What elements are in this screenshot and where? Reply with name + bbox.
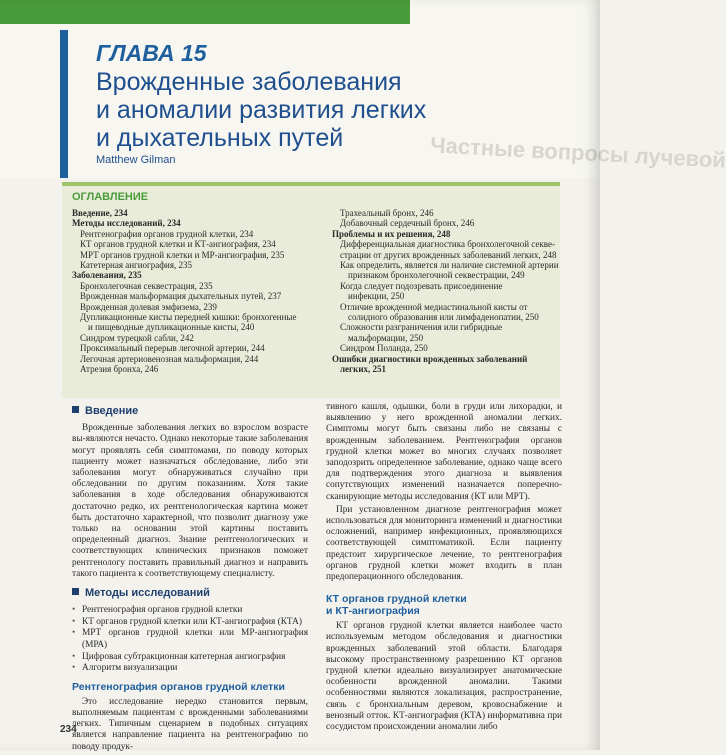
toc-left-column [72, 208, 296, 375]
toc-entry: Трахеальный бронх, 246 [340, 208, 434, 218]
methods-section-heading [72, 588, 308, 599]
ct-subheading-line: КТ органов грудной клетки [326, 593, 467, 606]
right-text-column [326, 402, 562, 735]
xray-paragraph: Это исследование нередко становится первым, выполняемым пациентам с врожденными заболеваниями легких. Типичным сценарием в подобных ситуациях является направление пациента на рентгенографию по поводу продук- [72, 696, 308, 752]
toc-entry: Отличие врожденной медиастинальной кисты от [340, 301, 528, 312]
intro-paragraph: Врожденные заболевания легких во взрослом возрасте вы-являются нечасто. Однако некоторые такие заболевания могут проявлять себя симптомами, по поводу которых пациенту может назначаться обследование, либо эти заболевания могут обнаруживаться случайно при обследовании по другим показаниям. Хотя такие заболевания в ходе обследования обнаруживаются достаточно редко, их рентгенологическая картина может быть достаточно характерной, что позволит диагнозу уже только на основании этой картины поставить определенный диагноз. Знание рентгенологических и соответствующих клинических признаков поможет рентгенологу поставить правильный диагноз и направить такого пациента к соответствующему специалисту. [72, 423, 308, 579]
chapter-title-line: Врожденные заболевания [96, 68, 402, 96]
toc-entry: Легочная артериовенозная мальформация, 244 [80, 353, 259, 364]
toc-entry: Рентгенография органов грудной клетки, 234 [80, 228, 254, 239]
list-item: • Алгоритм визуализации [72, 663, 308, 675]
toc-entry: признаком бронхолегочной секвестрации, 249 [348, 270, 525, 281]
toc-entry: Катетерная ангиография, 235 [80, 260, 192, 271]
chapter-author: Matthew Gilman [96, 154, 176, 166]
chapter-title [96, 68, 516, 152]
intro-section-heading [72, 406, 308, 417]
toc-entry: Заболевания, 235 [72, 270, 142, 281]
toc-entry: Проксимальный перерыв легочной артерии, 244 [80, 343, 265, 354]
intro-heading-text: Введение [85, 405, 139, 417]
ct-paragraph: КТ органов грудной клетки является наиболее часто используемым методом обследования и диагностики врожденных заболеваний этой области. Благодаря высокому пространственному разрешению КТ органов грудной клетки идеально визуализирует анатомические особенности врожденной аномалии. Такими особенностями являются локализация, распространение, связь с бронхиальным деревом, кровоснабжение и венозный отток. КТ-ангиография (КТА) информативна при сосудистом происхождении аномалии либо [326, 621, 562, 733]
toc-entry: Когда следует подозревать присоединение [340, 280, 503, 291]
diagnosis-paragraph: При установленном диагнозе рентгенография может использоваться для мониторинга изменений и диагностики осложнений, например инфекционных, проявляющихся соответствующей симптоматикой. Если пациенту предстоит хирургическое лечение, то рентгенография органов грудной клетки может входить в план предоперационного обследования. [326, 504, 562, 583]
toc-entry: Врожденная долевая эмфизема, 239 [80, 301, 217, 312]
page-number: 234 [60, 724, 77, 735]
toc-entry: Сложности разграничения или гибридные [340, 322, 503, 333]
toc-entry: Дифференциальная диагностика бронхолегочной секве- [340, 239, 555, 250]
left-text-column [72, 402, 308, 755]
chapter-title-line: и дыхательных путей [96, 124, 344, 152]
continued-paragraph: тивного кашля, одышки, боли в груди или лихорадки, и выявлению у него врожденной аномалии легких. Симптомы могут быть связаны либо не связаны с врожденным заболеванием. Рентгенография органов грудной клетки может во многих случаях позволяет заподозрить определенное заболевание, однако чаще всего для подтверждения этого диагноза и выявления сопутствующих изменений назначается поперечно-сканирующие методы исследования (КТ или МРТ). [326, 402, 562, 502]
list-item: • Рентгенография органов грудной клетки [72, 605, 308, 617]
xray-subheading: Рентгенография органов грудной клетки [72, 680, 286, 693]
methods-heading-text: Методы исследований [85, 587, 210, 600]
toc-entry: солидного образования или лимфаденопатии, 250 [348, 312, 539, 323]
chapter-title-line: и аномалии развития легких [96, 96, 427, 124]
toc-entry: Синдром Поланда, 250 [340, 343, 428, 354]
header-blue-bar [60, 30, 68, 178]
section-square-icon [72, 588, 79, 595]
toc-entry: КТ органов грудной клетки и КТ-ангиография, 234 [80, 239, 276, 250]
bleed-through-text: Частные вопросы лучевой [429, 132, 726, 173]
list-item: • МРТ органов грудной клетки или МР-ангиография (МРА) [72, 628, 308, 651]
ct-subheading [326, 593, 562, 617]
chapter-number: ГЛАВА 15 [96, 40, 207, 66]
toc-entry: Проблемы и их решения, 248 [332, 228, 451, 239]
toc-entry: Ошибки диагностики врожденных заболеваний [332, 353, 528, 364]
toc-entry: и пищеводные дупликационные кисты, 240 [88, 322, 255, 333]
toc-entry: Дупликационные кисты передней кишки: бронхогенные [80, 312, 297, 323]
toc-entry: мальформации, 250 [348, 332, 424, 343]
table-of-contents [62, 182, 560, 398]
header-green-band [0, 0, 410, 24]
toc-entry: инфекции, 250 [348, 291, 405, 302]
toc-entry: МРТ органов грудной клетки и МР-ангиография, 235 [80, 249, 285, 260]
toc-entry: Синдром турецкой сабли, 242 [80, 332, 194, 343]
methods-list [72, 605, 308, 675]
toc-entry: Атрезия бронха, 246 [80, 364, 159, 375]
list-item: • КТ органов грудной клетки или КТ-ангиография (КТА) [72, 617, 308, 629]
toc-entry: Бронхолегочная секвестрация, 235 [80, 280, 213, 291]
chapter-header [0, 0, 726, 178]
section-square-icon [72, 406, 79, 413]
toc-heading: ОГЛАВЛЕНИЕ [72, 191, 149, 203]
toc-entry: Введение, 234 [72, 208, 128, 218]
toc-right-column [332, 208, 559, 375]
list-item: • Цифровая субтракционная катетерная ангиография [72, 652, 308, 664]
toc-top-rule [62, 182, 560, 186]
toc-entry: Врожденная мальформация дыхательных путей, 237 [80, 291, 282, 302]
toc-entry: легких, 251 [340, 364, 387, 375]
toc-entry: Как определить, является ли наличие системной артерии [340, 260, 559, 271]
ct-subheading-line: и КТ-ангиография [326, 605, 420, 618]
toc-entry: страции от других врожденных заболеваний легких, 248 [340, 249, 557, 260]
toc-entry: Добавочный сердечный бронх, 246 [340, 218, 475, 229]
toc-entry: Методы исследований, 234 [72, 218, 181, 229]
